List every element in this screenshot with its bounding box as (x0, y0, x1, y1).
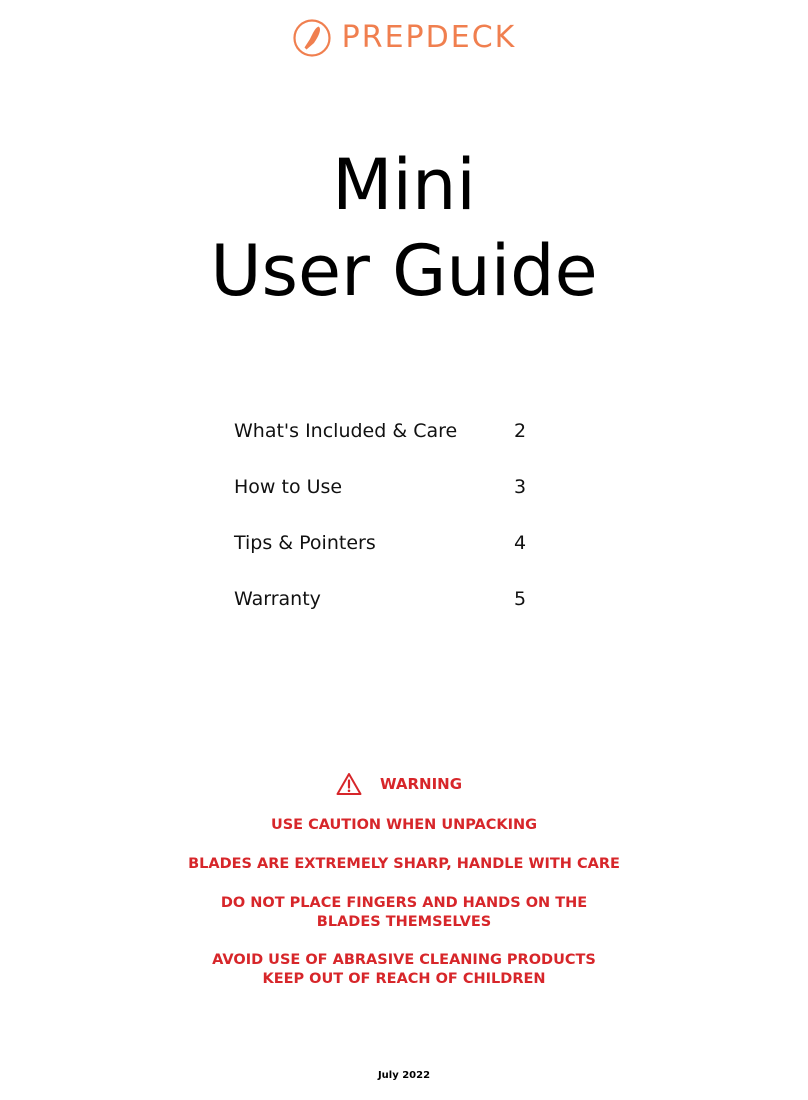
title-line-2: User Guide (210, 230, 598, 312)
title-line-1: Mini (332, 144, 476, 226)
toc-item-page: 4 (514, 532, 527, 554)
toc-item (234, 588, 534, 644)
blade-circle-logo-icon (292, 18, 332, 58)
toc-item-page: 3 (514, 476, 527, 498)
toc-item-label: How to Use (234, 476, 343, 498)
toc-item-label: Warranty (234, 588, 321, 610)
brand-header (0, 18, 808, 58)
warning-triangle-icon (336, 772, 362, 796)
toc-item-label: What's Included & Care (234, 420, 458, 442)
warning-line: USE CAUTION WHEN UNPACKING (270, 817, 538, 833)
table-of-contents (234, 420, 534, 644)
toc-item (234, 476, 534, 532)
warning-line: KEEP OUT OF REACH OF CHILDREN (262, 971, 546, 987)
toc-item-label: Tips & Pointers (234, 532, 376, 554)
warning-line: BLADES THEMSELVES (316, 914, 492, 930)
warning-block (0, 770, 808, 989)
footer-date: July 2022 (377, 1070, 431, 1081)
warning-line: DO NOT PLACE FINGERS AND HANDS ON THE (220, 895, 588, 911)
toc-item (234, 420, 534, 476)
brand-name: PREPDECK (341, 20, 517, 55)
toc-item (234, 532, 534, 588)
warning-line: AVOID USE OF ABRASIVE CLEANING PRODUCTS (212, 952, 596, 968)
toc-item-page: 5 (514, 588, 527, 610)
toc-item-page: 2 (514, 420, 527, 442)
warning-label: WARNING (379, 775, 463, 793)
warning-line: BLADES ARE EXTREMELY SHARP, HANDLE WITH CARE (188, 856, 620, 872)
page-title (0, 142, 808, 314)
warning-heading (0, 770, 808, 798)
